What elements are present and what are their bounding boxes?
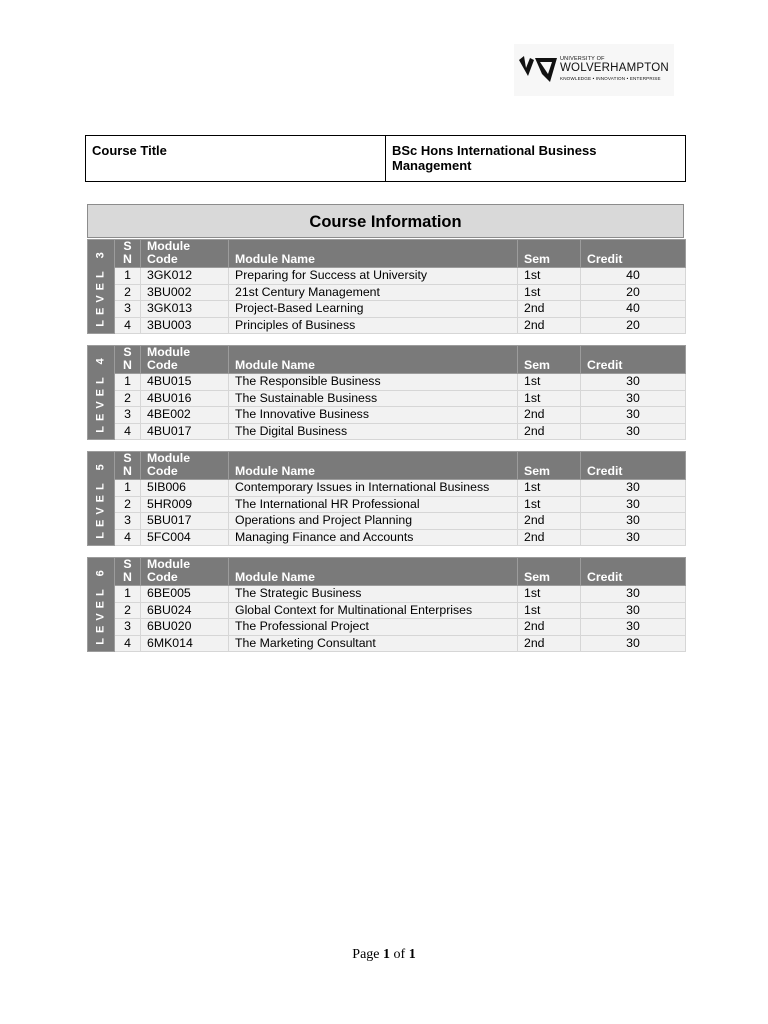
page-of: of — [393, 947, 406, 962]
column-header-name: Module Name — [229, 240, 518, 268]
cell-sn: 3 — [115, 407, 141, 424]
table-row — [88, 529, 686, 546]
column-header-name: Module Name — [229, 346, 518, 374]
logo-tagline: KNOWLEDGE • INNOVATION • ENTERPRISE — [560, 76, 661, 81]
logo-line-1: UNIVERSITY OF — [560, 56, 605, 62]
cell-credit: 40 — [581, 301, 686, 318]
cell-sn: 4 — [115, 529, 141, 546]
university-crest-icon — [518, 54, 558, 86]
cell-credit: 30 — [581, 407, 686, 424]
table-row — [88, 301, 686, 318]
table-row — [88, 586, 686, 603]
cell-credit: 30 — [581, 586, 686, 603]
column-header-sn: S N — [115, 452, 141, 480]
cell-credit: 30 — [581, 619, 686, 636]
course-title-label: Course Title — [86, 136, 386, 181]
level-label: LEVEL 6 — [94, 564, 107, 645]
cell-name: Operations and Project Planning — [229, 513, 518, 530]
cell-sem: 2nd — [518, 301, 581, 318]
cell-sn: 4 — [115, 635, 141, 652]
cell-sn: 3 — [115, 301, 141, 318]
cell-code: 3BU002 — [141, 284, 229, 301]
page-current: 1 — [383, 947, 391, 962]
cell-credit: 30 — [581, 423, 686, 440]
column-header-sem: Sem — [518, 452, 581, 480]
column-header-sem: Sem — [518, 346, 581, 374]
cell-credit: 20 — [581, 284, 686, 301]
cell-sn: 4 — [115, 317, 141, 334]
column-header-sn: S N — [115, 558, 141, 586]
level-label-cell — [88, 452, 115, 546]
cell-sem: 2nd — [518, 529, 581, 546]
cell-sem: 1st — [518, 268, 581, 285]
cell-name: The Sustainable Business — [229, 390, 518, 407]
cell-code: 3GK012 — [141, 268, 229, 285]
cell-code: 4BU015 — [141, 374, 229, 391]
cell-name: The Professional Project — [229, 619, 518, 636]
course-title-value: BSc Hons International Business Management — [392, 143, 597, 173]
column-header-code: Module Code — [141, 240, 229, 268]
table-header-row — [88, 346, 686, 374]
cell-name: Global Context for Multinational Enterprises — [229, 602, 518, 619]
cell-sem: 1st — [518, 496, 581, 513]
level-label: LEVEL 4 — [94, 352, 107, 433]
level-table — [87, 557, 686, 652]
table-row — [88, 268, 686, 285]
cell-code: 4BU016 — [141, 390, 229, 407]
cell-name: The Strategic Business — [229, 586, 518, 603]
cell-credit: 20 — [581, 317, 686, 334]
column-header-name: Module Name — [229, 452, 518, 480]
table-row — [88, 407, 686, 424]
level-label-cell — [88, 346, 115, 440]
column-header-credit: Credit — [581, 346, 686, 374]
cell-credit: 30 — [581, 390, 686, 407]
cell-name: Principles of Business — [229, 317, 518, 334]
cell-sem: 1st — [518, 586, 581, 603]
column-header-credit: Credit — [581, 240, 686, 268]
cell-code: 5BU017 — [141, 513, 229, 530]
column-header-name: Module Name — [229, 558, 518, 586]
cell-name: The Marketing Consultant — [229, 635, 518, 652]
cell-sn: 1 — [115, 268, 141, 285]
level-label-cell — [88, 558, 115, 652]
cell-name: 21st Century Management — [229, 284, 518, 301]
table-row — [88, 423, 686, 440]
cell-code: 6BU020 — [141, 619, 229, 636]
table-row — [88, 480, 686, 497]
cell-credit: 30 — [581, 529, 686, 546]
level-label: LEVEL 3 — [94, 246, 107, 327]
cell-sem: 1st — [518, 480, 581, 497]
cell-credit: 30 — [581, 635, 686, 652]
level-table — [87, 345, 686, 440]
page-total: 1 — [408, 947, 416, 962]
university-logo — [514, 44, 674, 96]
cell-sn: 3 — [115, 513, 141, 530]
cell-sem: 1st — [518, 390, 581, 407]
logo-line-2: WOLVERHAMPTON — [560, 62, 669, 74]
cell-sn: 2 — [115, 602, 141, 619]
cell-sn: 1 — [115, 480, 141, 497]
column-header-credit: Credit — [581, 452, 686, 480]
column-header-sn: S N — [115, 240, 141, 268]
cell-name: Managing Finance and Accounts — [229, 529, 518, 546]
cell-code: 3BU003 — [141, 317, 229, 334]
cell-sem: 2nd — [518, 423, 581, 440]
page-footer — [0, 947, 768, 963]
cell-credit: 30 — [581, 374, 686, 391]
cell-sn: 1 — [115, 374, 141, 391]
course-title-table — [85, 135, 686, 182]
cell-sem: 2nd — [518, 635, 581, 652]
cell-sn: 2 — [115, 284, 141, 301]
cell-sem: 2nd — [518, 407, 581, 424]
level-table — [87, 239, 686, 334]
cell-code: 6BU024 — [141, 602, 229, 619]
level-label-cell — [88, 240, 115, 334]
cell-sem: 1st — [518, 284, 581, 301]
cell-sem: 2nd — [518, 513, 581, 530]
cell-credit: 30 — [581, 496, 686, 513]
cell-code: 5IB006 — [141, 480, 229, 497]
cell-code: 4BE002 — [141, 407, 229, 424]
level-table — [87, 451, 686, 546]
cell-name: Project-Based Learning — [229, 301, 518, 318]
cell-code: 4BU017 — [141, 423, 229, 440]
table-header-row — [88, 558, 686, 586]
column-header-code: Module Code — [141, 452, 229, 480]
cell-sn: 1 — [115, 586, 141, 603]
table-row — [88, 635, 686, 652]
cell-sn: 3 — [115, 619, 141, 636]
table-row — [88, 284, 686, 301]
cell-code: 6MK014 — [141, 635, 229, 652]
cell-credit: 40 — [581, 268, 686, 285]
cell-credit: 30 — [581, 602, 686, 619]
table-row — [88, 374, 686, 391]
level-label: LEVEL 5 — [94, 458, 107, 539]
table-row — [88, 390, 686, 407]
cell-sem: 1st — [518, 602, 581, 619]
table-row — [88, 496, 686, 513]
cell-name: The Responsible Business — [229, 374, 518, 391]
cell-sem: 1st — [518, 374, 581, 391]
cell-credit: 30 — [581, 480, 686, 497]
cell-sem: 2nd — [518, 317, 581, 334]
table-row — [88, 513, 686, 530]
cell-code: 5HR009 — [141, 496, 229, 513]
page-prefix: Page — [352, 947, 380, 962]
cell-name: The Digital Business — [229, 423, 518, 440]
column-header-sn: S N — [115, 346, 141, 374]
column-header-sem: Sem — [518, 558, 581, 586]
table-header-row — [88, 452, 686, 480]
cell-sem: 2nd — [518, 619, 581, 636]
table-header-row — [88, 240, 686, 268]
cell-name: The Innovative Business — [229, 407, 518, 424]
cell-name: Preparing for Success at University — [229, 268, 518, 285]
cell-code: 5FC004 — [141, 529, 229, 546]
cell-sn: 4 — [115, 423, 141, 440]
cell-code: 6BE005 — [141, 586, 229, 603]
column-header-code: Module Code — [141, 558, 229, 586]
cell-sn: 2 — [115, 496, 141, 513]
table-row — [88, 317, 686, 334]
cell-sn: 2 — [115, 390, 141, 407]
cell-name: Contemporary Issues in International Business — [229, 480, 518, 497]
column-header-credit: Credit — [581, 558, 686, 586]
column-header-code: Module Code — [141, 346, 229, 374]
course-information-heading: Course Information — [87, 204, 684, 238]
cell-code: 3GK013 — [141, 301, 229, 318]
cell-name: The International HR Professional — [229, 496, 518, 513]
cell-credit: 30 — [581, 513, 686, 530]
table-row — [88, 619, 686, 636]
table-row — [88, 602, 686, 619]
column-header-sem: Sem — [518, 240, 581, 268]
